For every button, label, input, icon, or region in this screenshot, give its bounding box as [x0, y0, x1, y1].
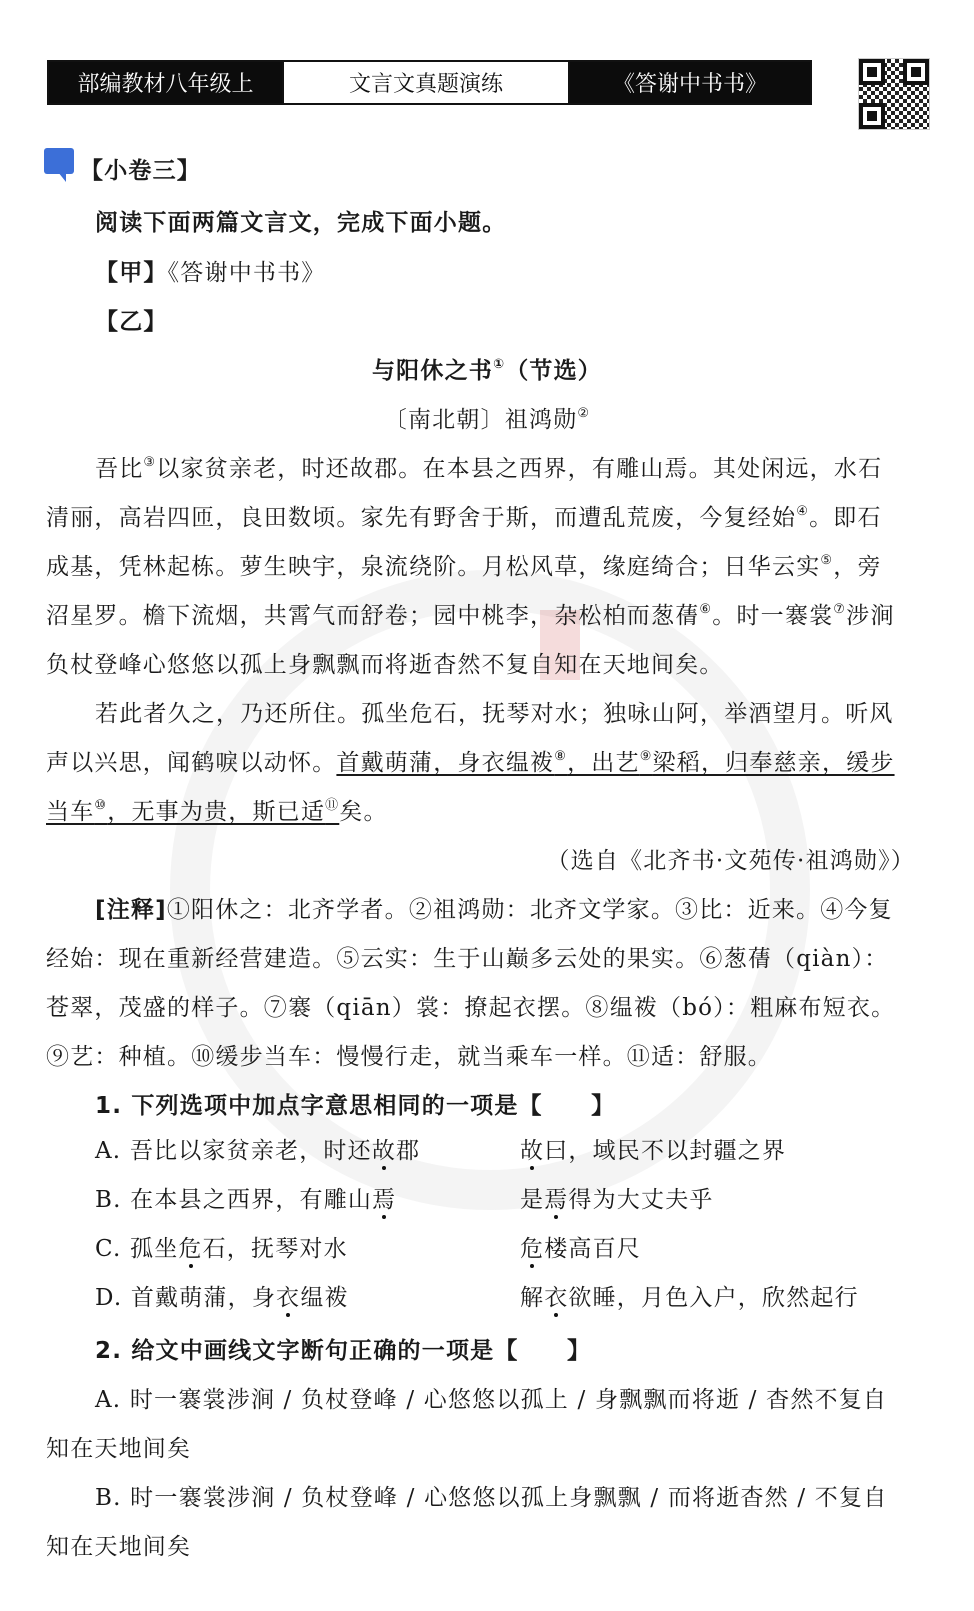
q2-option-a[interactable]: A. 时一褰裳涉涧 / 负杖登峰 / 心悠悠以孤上 / 身飘飘而将逝 / 杳然不复自	[95, 1387, 888, 1413]
q2-option-b[interactable]: B. 时一褰裳涉涧 / 负杖登峰 / 心悠悠以孤上身飘飘 / 而将逝杳然 / 不复自	[95, 1485, 888, 1511]
underlined-text: 当车⑩，无事为贵，斯已适⑪	[46, 798, 340, 825]
bookmark-icon	[44, 148, 74, 174]
passage-line: 沼星罗。檐下流烟，共霄气而舒卷；园中桃李，杂松柏而葱蒨⑥。时一褰裳⑦涉涧	[46, 602, 895, 629]
yi-author: 〔南北朝〕祖鸿勋②	[383, 406, 591, 433]
underlined-text: 首戴萌蒲，身衣缊袯⑧，出艺⑨梁稻，归奉慈亲，缓步	[336, 749, 895, 776]
question-2-stem: 2. 给文中画线文字断句正确的一项是【 】	[95, 1338, 592, 1364]
header-grade: 部编教材八年级上	[49, 62, 282, 103]
q2-option-b-cont: 知在天地间矣	[46, 1534, 192, 1560]
qr-code-icon[interactable]	[858, 58, 930, 130]
header-lesson: 《答谢中书书》	[570, 62, 810, 103]
q1-option-c[interactable]: C. 孤坐危石，抚琴对水 危楼高百尺	[95, 1236, 642, 1262]
q2-option-a-cont: 知在天地间矣	[46, 1436, 192, 1462]
passage-line: 若此者久之，乃还所住。孤坐危石，抚琴对水；独咏山阿，举酒望月。听风	[95, 701, 894, 727]
passage-line: 清丽，高岩四匝，良田数顷。家先有野舍于斯，而遭乱荒废，今复经始④。即石	[46, 504, 882, 531]
notes-line: ⑨艺：种植。⑩缓步当车：慢慢行走，就当乘车一样。⑪适：舒服。	[46, 1044, 772, 1070]
yi-title: 与阳休之书①（节选）	[371, 357, 603, 384]
notes-line: 经始：现在重新经营建造。⑤云实：生于山巅多云处的果实。⑥葱蒨（qiàn）：	[46, 946, 889, 972]
jia-label: 【甲】	[95, 260, 168, 286]
yi-label: 【乙】	[95, 309, 168, 335]
source-citation: （选自《北齐书·文苑传·祖鸿勋》）	[546, 848, 915, 874]
q1-option-d[interactable]: D. 首戴萌蒲，身衣缊袯 解衣欲睡，月色入户，欣然起行	[95, 1285, 859, 1311]
passage-line: 当车⑩，无事为贵，斯已适⑪矣。	[46, 798, 388, 825]
notes-line: [注释]①阳休之：北齐学者。②祖鸿勋：北齐文学家。③比：近来。④今复	[95, 897, 893, 923]
section-title: 【小卷三】	[80, 158, 201, 184]
notes-line: 苍翠，茂盛的样子。⑦褰（qiān）裳：撩起衣摆。⑧缊袯（bó）：粗麻布短衣。	[46, 995, 896, 1021]
page-header	[47, 60, 812, 105]
instruction: 阅读下面两篇文言文，完成下面小题。	[95, 210, 507, 236]
jia-title: 《答谢中书书》	[167, 260, 326, 286]
passage-line: 吾比③以家贫亲老，时还故郡。在本县之西界，有雕山焉。其处闲远，水石	[95, 455, 883, 482]
passage-line: 声以兴思，闻鹤唳以动怀。首戴萌蒲，身衣缊袯⑧，出艺⑨梁稻，归奉慈亲，缓步	[46, 749, 895, 776]
q1-option-a[interactable]: A. 吾比以家贫亲老，时还故郡 故曰，域民不以封疆之界	[95, 1138, 787, 1164]
q1-option-b[interactable]: B. 在本县之西界，有雕山焉 是焉得为大丈夫乎	[95, 1187, 714, 1213]
question-1-stem: 1. 下列选项中加点字意思相同的一项是【 】	[95, 1093, 616, 1119]
jia-line	[95, 258, 974, 288]
passage-line: 成基，凭林起栋。萝生映宇，泉流绕阶。月松风草，缘庭绮合；日华云实⑤，旁	[46, 553, 882, 580]
passage-line: 负杖登峰心悠悠以孤上身飘飘而将逝杳然不复自知在天地间矣。	[46, 652, 724, 678]
header-topic: 文言文真题演练	[282, 62, 570, 103]
